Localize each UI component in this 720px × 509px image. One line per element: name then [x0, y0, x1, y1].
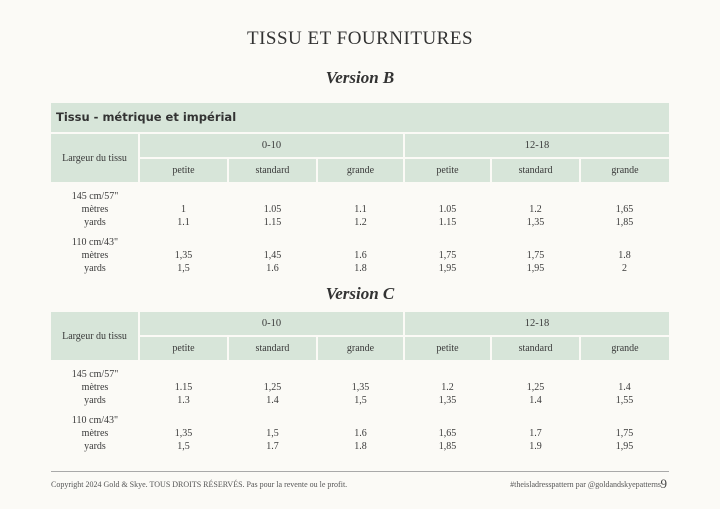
cell-value: 1,5 — [266, 428, 279, 439]
fabric-width: 110 cm/43" — [71, 237, 119, 248]
version-b-heading: Version B — [325, 68, 395, 87]
size-group-header: 12-18 — [404, 134, 669, 158]
cell-value: 1.6 — [354, 428, 367, 439]
unit-label: mètres — [81, 204, 109, 215]
cell-value: 1.4 — [618, 382, 631, 393]
cell-value: 1,35 — [174, 428, 193, 439]
cell-value: 1,35 — [526, 217, 545, 228]
version-b-band — [51, 103, 669, 132]
table-row — [51, 427, 669, 440]
size-header: petite — [404, 158, 491, 182]
cell-value: 1,95 — [526, 263, 545, 274]
cell-value: 2 — [622, 263, 628, 274]
table-row — [51, 381, 669, 394]
cell-value: 1.8 — [354, 263, 367, 274]
cell-value: 1,85 — [438, 441, 457, 452]
unit-label: yards — [84, 395, 106, 406]
version-c-heading: Version C — [325, 284, 395, 303]
table-row — [51, 216, 669, 229]
cell-value: 1,35 — [438, 395, 457, 406]
cell-value: 1.7 — [266, 441, 279, 452]
cell-value: 1,35 — [351, 382, 370, 393]
table-row — [51, 249, 669, 262]
size-header: petite — [139, 158, 228, 182]
cell-value: 1.05 — [263, 204, 282, 215]
size-header: standard — [491, 336, 580, 360]
size-header: grande — [580, 158, 669, 182]
version-c-table — [51, 312, 669, 453]
table-row — [51, 414, 669, 427]
version-b-table — [51, 134, 669, 275]
cell-value: 1.2 — [529, 204, 542, 215]
cell-value: 1,5 — [354, 395, 367, 406]
cell-value: 1,5 — [177, 441, 190, 452]
footer-hashtag: #theisladresspattern par @goldandskyepatterns — [510, 480, 661, 489]
table-row — [51, 262, 669, 275]
cell-value: 1,25 — [526, 382, 545, 393]
col-label: Largeur du tissu — [51, 312, 139, 360]
cell-value: 1.8 — [618, 250, 631, 261]
unit-label: mètres — [81, 428, 109, 439]
cell-value: 1,85 — [615, 217, 634, 228]
fabric-width: 145 cm/57" — [71, 191, 119, 202]
cell-value: 1,75 — [438, 250, 457, 261]
cell-value: 1.15 — [174, 382, 193, 393]
fabric-width: 110 cm/43" — [71, 415, 119, 426]
table-row — [51, 368, 669, 381]
footer-divider — [51, 471, 669, 472]
cell-value: 1,55 — [615, 395, 634, 406]
table-row — [51, 440, 669, 453]
footer-copyright: Copyright 2024 Gold & Skye. TOUS DROITS RÉSERVÉS. Pas pour la revente ou le profit. — [51, 480, 348, 489]
size-header: standard — [491, 158, 580, 182]
size-header: standard — [228, 336, 317, 360]
cell-value: 1.1 — [354, 204, 367, 215]
cell-value: 1.8 — [354, 441, 367, 452]
unit-label: mètres — [81, 382, 109, 393]
cell-value: 1.7 — [529, 428, 542, 439]
unit-label: yards — [84, 263, 106, 274]
cell-value: 1,25 — [263, 382, 282, 393]
size-group-header: 0-10 — [139, 312, 404, 336]
cell-value: 1,5 — [177, 263, 190, 274]
cell-value: 1.6 — [266, 263, 279, 274]
cell-value: 1,95 — [438, 263, 457, 274]
size-header: grande — [580, 336, 669, 360]
cell-value: 1.05 — [438, 204, 457, 215]
size-header: grande — [317, 336, 404, 360]
cell-value: 1.15 — [438, 217, 457, 228]
cell-value: 1.4 — [529, 395, 542, 406]
col-label: Largeur du tissu — [51, 134, 139, 182]
unit-label: mètres — [81, 250, 109, 261]
page-number: 9 — [660, 476, 667, 491]
cell-value: 1,75 — [526, 250, 545, 261]
table-row — [51, 203, 669, 216]
size-header: standard — [228, 158, 317, 182]
table-row — [51, 190, 669, 203]
cell-value: 1.1 — [177, 217, 190, 228]
cell-value: 1.2 — [354, 217, 367, 228]
cell-value: 1,65 — [438, 428, 457, 439]
cell-value: 1.3 — [177, 395, 190, 406]
size-group-header: 12-18 — [404, 312, 669, 336]
cell-value: 1,45 — [263, 250, 282, 261]
unit-label: yards — [84, 217, 106, 228]
cell-value: 1,95 — [615, 441, 634, 452]
cell-value: 1.9 — [529, 441, 542, 452]
cell-value: 1.6 — [354, 250, 367, 261]
cell-value: 1,65 — [615, 204, 634, 215]
cell-value: 1.2 — [441, 382, 454, 393]
fabric-width: 145 cm/57" — [71, 369, 119, 380]
size-header: petite — [139, 336, 228, 360]
cell-value: 1,35 — [174, 250, 193, 261]
size-header: grande — [317, 158, 404, 182]
version-b-band-title: Tissu - métrique et impérial — [56, 110, 237, 124]
cell-value: 1,75 — [615, 428, 634, 439]
size-header: petite — [404, 336, 491, 360]
cell-value: 1.15 — [263, 217, 282, 228]
table-row — [51, 236, 669, 249]
size-group-header: 0-10 — [139, 134, 404, 158]
page-title: TISSU ET FOURNITURES — [246, 28, 474, 49]
table-row — [51, 394, 669, 407]
unit-label: yards — [84, 441, 106, 452]
cell-value: 1.4 — [266, 395, 279, 406]
cell-value: 1 — [181, 204, 186, 215]
